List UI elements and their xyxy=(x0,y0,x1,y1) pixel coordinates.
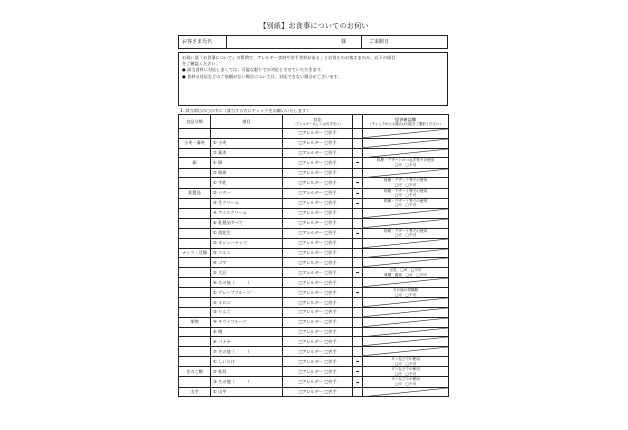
dislike-checkbox[interactable]: □苦手 xyxy=(324,358,337,364)
check-cell xyxy=(283,308,353,318)
category-cell xyxy=(179,337,211,347)
arrow-icon: ➡ xyxy=(355,359,360,365)
allergy-checkbox[interactable]: □アレルギー xyxy=(298,149,323,155)
item-cell: ③ りんご xyxy=(211,308,283,318)
table-row xyxy=(179,148,449,158)
intro-box xyxy=(178,52,448,106)
dislike-checkbox[interactable]: □苦手 xyxy=(324,249,337,255)
dislike-checkbox[interactable]: □苦手 xyxy=(324,299,337,305)
dislike-checkbox[interactable]: □苦手 xyxy=(324,329,337,335)
category-cell: 卵 xyxy=(179,158,211,168)
category-cell xyxy=(179,198,211,208)
check-cell xyxy=(283,258,353,268)
category-cell xyxy=(179,178,211,188)
table-row xyxy=(179,278,449,288)
arrow-cell xyxy=(353,357,363,367)
answer-cell xyxy=(363,238,449,248)
col-category: 食品分類 xyxy=(179,115,211,129)
allergy-checkbox[interactable]: □アレルギー xyxy=(298,368,323,374)
slash-mark xyxy=(363,328,448,337)
check-cell xyxy=(283,228,353,238)
allergy-checkbox[interactable]: □アレルギー xyxy=(298,348,323,354)
intro-line: ● 該当食材に対応しましては、可能な限りでの対応とさせていただきます。 xyxy=(182,67,325,73)
check-cell xyxy=(283,208,353,218)
dislike-checkbox[interactable]: □苦手 xyxy=(324,379,337,385)
item-cell: ② カシューナッツ xyxy=(211,238,283,248)
check-cell xyxy=(283,178,353,188)
category-cell xyxy=(179,258,211,268)
check-cell xyxy=(283,377,353,387)
allergy-checkbox[interactable]: □アレルギー xyxy=(298,358,323,364)
category-cell xyxy=(179,238,211,248)
item-cell: ⑥ その他（ ） xyxy=(211,278,283,288)
check-cell xyxy=(283,248,353,258)
check-cell xyxy=(283,129,353,139)
table-row xyxy=(179,387,449,397)
col-arrow xyxy=(353,115,363,129)
arrow-icon: ➡ xyxy=(355,290,360,296)
item-cell: ① 山芋 xyxy=(211,387,283,397)
allergy-checkbox[interactable]: □アレルギー xyxy=(298,169,323,175)
category-cell xyxy=(179,129,211,139)
arrow-cell xyxy=(353,278,363,288)
answer-cell xyxy=(363,268,449,278)
item-cell: ② 卵黄 xyxy=(211,168,283,178)
answer-cell xyxy=(363,357,449,367)
arrow-icon: ➡ xyxy=(355,230,360,236)
category-cell xyxy=(179,168,211,178)
arrow-cell xyxy=(353,138,363,148)
category-cell xyxy=(179,327,211,337)
check-cell xyxy=(283,337,353,347)
table-body xyxy=(179,129,449,397)
slash-mark xyxy=(363,298,448,307)
allergy-checkbox[interactable]: □アレルギー xyxy=(298,269,323,275)
arrow-icon: ➡ xyxy=(355,379,360,385)
dislike-checkbox[interactable]: □苦手 xyxy=(324,279,337,285)
table-row xyxy=(179,129,449,139)
table-row xyxy=(179,168,449,178)
category-cell xyxy=(179,308,211,318)
allergy-checkbox[interactable]: □アレルギー xyxy=(298,190,323,196)
answer-cell xyxy=(363,148,449,158)
table-row xyxy=(179,377,449,387)
slash-mark xyxy=(363,249,448,258)
category-cell xyxy=(179,357,211,367)
dislike-checkbox[interactable]: □苦手 xyxy=(324,149,337,155)
answer-option[interactable]: 料理・デザートのつなぎ等での使用 xyxy=(376,158,435,163)
guest-info-box xyxy=(178,35,448,49)
slash-mark xyxy=(363,337,448,346)
check-cell xyxy=(283,357,353,367)
category-cell xyxy=(179,288,211,298)
answer-cell xyxy=(363,248,449,258)
col-check: 対応 （アレルギーもしくは苦手を○） xyxy=(283,115,353,129)
dislike-checkbox[interactable]: □苦手 xyxy=(324,319,337,325)
answer-cell xyxy=(363,218,449,228)
col-item: 項目 xyxy=(211,115,283,129)
arrow-cell xyxy=(353,129,363,139)
answer-option[interactable]: □可 □不可 xyxy=(394,182,417,187)
table-row xyxy=(179,268,449,278)
item-cell: ① しいたけ xyxy=(211,357,283,367)
dislike-checkbox[interactable]: □苦手 xyxy=(324,389,337,395)
instruction-note: 1. 該当項目の○の中に（該当する方にチェックをお願いいたします） xyxy=(180,108,311,113)
allergy-table xyxy=(178,114,449,397)
check-cell xyxy=(283,148,353,158)
document-title: 【別紙】お食事についてのお伺い xyxy=(259,22,369,30)
answer-cell xyxy=(363,208,449,218)
answer-option[interactable]: 豆乳 □可 □不可 xyxy=(389,268,422,273)
check-cell xyxy=(283,327,353,337)
table-header-row xyxy=(179,115,449,129)
table-row xyxy=(179,138,449,148)
allergy-checkbox[interactable]: □アレルギー xyxy=(298,220,323,226)
item-cell: ① 落花生 xyxy=(211,228,283,238)
slash-mark xyxy=(363,209,448,218)
arrow-cell xyxy=(353,327,363,337)
answer-option[interactable]: □可 □不可 xyxy=(394,382,417,387)
answer-cell xyxy=(363,188,449,198)
answer-option[interactable]: ダシなどでの使用 xyxy=(391,367,420,372)
answer-cell xyxy=(363,168,449,178)
check-cell xyxy=(283,158,353,168)
table-row xyxy=(179,238,449,248)
arrow-icon: ➡ xyxy=(355,200,360,206)
answer-cell xyxy=(363,178,449,188)
arrow-cell xyxy=(353,228,363,238)
allergy-checkbox[interactable]: □アレルギー xyxy=(298,240,323,246)
check-cell xyxy=(283,347,353,357)
dislike-checkbox[interactable]: □苦手 xyxy=(324,140,337,146)
answer-option[interactable]: □可 □不可 xyxy=(394,193,417,198)
intro-line: お伺い票『お食事について』の質問で、アレルギー食材や苦手食材がある」とお答えのお客さまのみ、以下の項目 xyxy=(182,55,396,60)
table-row xyxy=(179,288,449,298)
answer-option[interactable]: □可 □不可 xyxy=(394,292,417,297)
table-row xyxy=(179,367,449,377)
answer-cell xyxy=(363,288,449,298)
table-row xyxy=(179,158,449,168)
allergy-checkbox[interactable]: □アレルギー xyxy=(298,249,323,255)
table-row xyxy=(179,357,449,367)
answer-cell xyxy=(363,278,449,288)
name-label: お客さま氏名 xyxy=(182,39,213,45)
category-cell xyxy=(179,208,211,218)
item-cell: ⑥ バナナ xyxy=(211,337,283,347)
arrow-cell xyxy=(353,248,363,258)
answer-cell xyxy=(363,198,449,208)
dislike-checkbox[interactable]: □苦手 xyxy=(324,179,337,185)
item-cell: ⑤ 大豆 xyxy=(211,268,283,278)
dislike-checkbox[interactable]: □苦手 xyxy=(324,200,337,206)
arrow-cell xyxy=(353,188,363,198)
allergy-checkbox[interactable]: □アレルギー xyxy=(298,338,323,344)
arrow-cell xyxy=(353,268,363,278)
arrow-cell xyxy=(353,377,363,387)
allergy-checkbox[interactable]: □アレルギー xyxy=(298,259,323,265)
allergy-checkbox[interactable]: □アレルギー xyxy=(298,159,323,165)
dislike-checkbox[interactable]: □苦手 xyxy=(324,309,337,315)
answer-cell xyxy=(363,337,449,347)
allergy-checkbox[interactable]: □アレルギー xyxy=(298,279,323,285)
category-cell xyxy=(179,148,211,158)
answer-option[interactable]: 料理・デザート等での使用 xyxy=(383,228,428,233)
item-cell: ② 蕎麦 xyxy=(211,148,283,158)
dislike-checkbox[interactable]: □苦手 xyxy=(324,159,337,165)
slash-mark xyxy=(363,278,448,287)
arrow-icon: ➡ xyxy=(355,190,360,196)
check-cell xyxy=(283,298,353,308)
item-cell: ② メロン xyxy=(211,298,283,308)
answer-cell xyxy=(363,258,449,268)
category-cell: 果物 xyxy=(179,317,211,327)
allergy-checkbox[interactable]: □アレルギー xyxy=(298,379,323,385)
slash-mark xyxy=(363,258,448,267)
item-cell: ③ その他（ ） xyxy=(211,377,283,387)
answer-cell xyxy=(363,228,449,238)
answer-cell xyxy=(363,308,449,318)
answer-option[interactable]: ダシなどでの使用 xyxy=(391,377,420,382)
check-cell xyxy=(283,387,353,397)
table-row xyxy=(179,218,449,228)
category-cell xyxy=(179,298,211,308)
arrow-cell xyxy=(353,347,363,357)
slash-mark xyxy=(363,239,448,248)
arrow-cell xyxy=(353,218,363,228)
answer-cell xyxy=(363,138,449,148)
dislike-checkbox[interactable]: □苦手 xyxy=(324,130,337,136)
category-cell xyxy=(179,377,211,387)
answer-option[interactable]: □可 □不可 xyxy=(394,371,417,376)
intro-line: をご確認ください。 xyxy=(182,61,220,67)
answer-option[interactable]: その他の柑橘類 xyxy=(392,288,419,293)
slash-mark xyxy=(363,219,448,228)
allergy-checkbox[interactable]: □アレルギー xyxy=(298,299,323,305)
allergy-checkbox[interactable]: □アレルギー xyxy=(298,200,323,206)
check-cell xyxy=(283,367,353,377)
divider xyxy=(361,36,362,48)
dislike-checkbox[interactable]: □苦手 xyxy=(324,348,337,354)
category-cell: 山芋 xyxy=(179,387,211,397)
answer-cell xyxy=(363,327,449,337)
check-cell xyxy=(283,238,353,248)
answer-option[interactable]: □可 □不可 xyxy=(394,203,417,208)
item-cell: ⑤ 乳製品すべて xyxy=(211,218,283,228)
category-cell xyxy=(179,347,211,357)
arrow-cell xyxy=(353,238,363,248)
dislike-checkbox[interactable]: □苦手 xyxy=(324,210,337,216)
check-cell xyxy=(283,198,353,208)
table-row xyxy=(179,308,449,318)
dislike-checkbox[interactable]: □苦手 xyxy=(324,230,337,236)
item-cell: ③ 生クリーム xyxy=(211,198,283,208)
allergy-checkbox[interactable]: □アレルギー xyxy=(298,289,323,295)
table-row xyxy=(179,208,449,218)
col-answer: 提供確認欄 （チェックが入る場合は対応をご選択ください） xyxy=(363,115,449,129)
arrow-cell xyxy=(353,158,363,168)
allergy-checkbox[interactable]: □アレルギー xyxy=(298,319,323,325)
arrow-cell xyxy=(353,178,363,188)
arrow-cell xyxy=(353,337,363,347)
allergy-checkbox[interactable]: □アレルギー xyxy=(298,210,323,216)
check-cell xyxy=(283,288,353,298)
arrow-icon: ➡ xyxy=(355,160,360,166)
allergy-checkbox[interactable]: □アレルギー xyxy=(298,309,323,315)
dislike-checkbox[interactable]: □苦手 xyxy=(324,259,337,265)
item-cell: ④ ゴマ xyxy=(211,258,283,268)
category-cell xyxy=(179,268,211,278)
item-cell: ③ クルミ xyxy=(211,248,283,258)
dislike-checkbox[interactable]: □苦手 xyxy=(324,220,337,226)
allergy-checkbox[interactable]: □アレルギー xyxy=(298,130,323,136)
arrow-icon: ➡ xyxy=(355,369,360,375)
table-row xyxy=(179,327,449,337)
check-cell xyxy=(283,278,353,288)
category-cell xyxy=(179,278,211,288)
check-cell xyxy=(283,168,353,178)
item-cell xyxy=(211,129,283,139)
arrow-cell xyxy=(353,288,363,298)
arrow-cell xyxy=(353,208,363,218)
table-row xyxy=(179,178,449,188)
arrow-icon: ➡ xyxy=(355,270,360,276)
answer-cell xyxy=(363,377,449,387)
answer-option[interactable]: ダシなどでの使用 xyxy=(391,357,420,362)
answer-cell xyxy=(363,347,449,357)
answer-cell xyxy=(363,129,449,139)
dislike-checkbox[interactable]: □苦手 xyxy=(324,269,337,275)
check-cell xyxy=(283,138,353,148)
arrow-cell xyxy=(353,168,363,178)
dislike-checkbox[interactable]: □苦手 xyxy=(324,289,337,295)
category-cell xyxy=(179,218,211,228)
table-row xyxy=(179,188,449,198)
arrow-cell xyxy=(353,298,363,308)
item-cell: ① 卵 xyxy=(211,158,283,168)
document-page xyxy=(178,20,450,415)
slash-mark xyxy=(363,347,448,356)
answer-option[interactable]: □可 □不可 xyxy=(394,162,417,167)
answer-option[interactable]: 味噌・醤油 □可 □不可 xyxy=(384,272,427,277)
slash-mark xyxy=(363,169,448,178)
item-cell: ⑦ その他（ ） xyxy=(211,347,283,357)
dislike-checkbox[interactable]: □苦手 xyxy=(324,240,337,246)
answer-cell xyxy=(363,158,449,168)
dislike-checkbox[interactable]: □苦手 xyxy=(324,338,337,344)
allergy-checkbox[interactable]: □アレルギー xyxy=(298,230,323,236)
arrow-cell xyxy=(353,148,363,158)
dislike-checkbox[interactable]: □苦手 xyxy=(324,169,337,175)
check-cell xyxy=(283,218,353,228)
slash-mark xyxy=(363,308,448,317)
arrow-cell xyxy=(353,308,363,318)
table-row xyxy=(179,347,449,357)
answer-option[interactable]: 料理・デザート等での使用 xyxy=(383,198,428,203)
category-cell: きのこ類 xyxy=(179,367,211,377)
item-cell: ① 小麦 xyxy=(211,138,283,148)
check-cell xyxy=(283,268,353,278)
table-row xyxy=(179,228,449,238)
item-cell: ① グレープフルーツ xyxy=(211,288,283,298)
category-cell xyxy=(179,228,211,238)
intro-line: ● 食材の対応などのご依頼がない場合については、対応できない場合がございます。 xyxy=(182,73,342,79)
answer-cell xyxy=(363,317,449,327)
answer-option[interactable]: □可 □不可 xyxy=(394,361,417,366)
table-row xyxy=(179,298,449,308)
arrow-icon: ➡ xyxy=(355,180,360,186)
allergy-checkbox[interactable]: □アレルギー xyxy=(298,140,323,146)
item-cell: ② 松茸 xyxy=(211,367,283,377)
slash-mark xyxy=(363,139,448,148)
category-cell: 乳製品 xyxy=(179,188,211,198)
item-cell: ① 牛乳 xyxy=(211,178,283,188)
honorific: 様 xyxy=(341,39,347,45)
slash-mark xyxy=(363,318,448,327)
dislike-checkbox[interactable]: □苦手 xyxy=(324,190,337,196)
allergy-checkbox[interactable]: □アレルギー xyxy=(298,389,323,395)
item-cell: ⑤ 桃 xyxy=(211,327,283,337)
date-label: ご来館日 xyxy=(369,39,390,45)
check-cell xyxy=(283,188,353,198)
answer-option[interactable]: 料理・デザート等での使用 xyxy=(383,188,428,193)
dislike-checkbox[interactable]: □苦手 xyxy=(324,368,337,374)
divider xyxy=(226,36,227,48)
table-row xyxy=(179,337,449,347)
category-cell: 小麦・蕎麦 xyxy=(179,138,211,148)
answer-cell xyxy=(363,387,449,397)
arrow-cell xyxy=(353,317,363,327)
table-row xyxy=(179,198,449,208)
item-cell: ④ アイスクリーム xyxy=(211,208,283,218)
allergy-checkbox[interactable]: □アレルギー xyxy=(298,179,323,185)
answer-cell xyxy=(363,298,449,308)
slash-mark xyxy=(363,149,448,158)
arrow-cell xyxy=(353,258,363,268)
item-cell: ② バター xyxy=(211,188,283,198)
item-cell: ④ キウイフルーツ xyxy=(211,317,283,327)
slash-mark xyxy=(363,129,448,138)
slash-mark xyxy=(363,388,448,397)
table-row xyxy=(179,317,449,327)
check-cell xyxy=(283,317,353,327)
arrow-cell xyxy=(353,387,363,397)
table-row xyxy=(179,248,449,258)
arrow-cell xyxy=(353,367,363,377)
table-row xyxy=(179,258,449,268)
allergy-checkbox[interactable]: □アレルギー xyxy=(298,329,323,335)
answer-option[interactable]: 料理・デザート等での使用 xyxy=(383,178,428,183)
answer-option[interactable]: □可 □不可 xyxy=(394,233,417,238)
answer-cell xyxy=(363,367,449,377)
arrow-cell xyxy=(353,198,363,208)
category-cell: ナッツ・豆類 xyxy=(179,248,211,258)
